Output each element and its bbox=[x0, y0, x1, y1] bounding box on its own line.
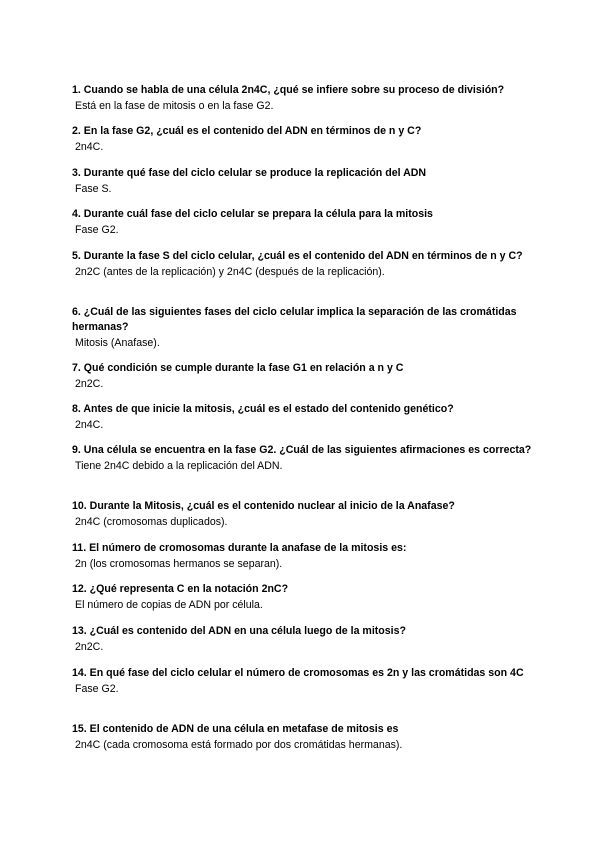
question-text: 7. Qué condición se cumple durante la fase G1 en relación a n y C bbox=[72, 362, 404, 374]
answer-text: 2n (los cromosomas hermanos se separan). bbox=[75, 558, 283, 570]
question-text: 8. Antes de que inicie la mitosis, ¿cuál es el estado del contenido genético? bbox=[72, 403, 454, 415]
question-item-15 bbox=[72, 722, 532, 752]
question-item-6 bbox=[72, 305, 532, 350]
question-item-3 bbox=[72, 166, 532, 196]
question-item-5 bbox=[72, 249, 532, 279]
answer-text: 2n2C. bbox=[75, 641, 104, 653]
question-item-8 bbox=[72, 402, 532, 432]
answer-text: Fase G2. bbox=[75, 683, 119, 695]
question-text: 14. En qué fase del ciclo celular el número de cromosomas es 2n y las cromátidas son 4C bbox=[72, 667, 524, 679]
question-text: 13. ¿Cuál es contenido del ADN en una célula luego de la mitosis? bbox=[72, 625, 406, 637]
question-text: 4. Durante cuál fase del ciclo celular se prepara la célula para la mitosis bbox=[72, 208, 433, 220]
question-item-14 bbox=[72, 666, 532, 696]
question-text: 2. En la fase G2, ¿cuál es el contenido del ADN en términos de n y C? bbox=[72, 125, 422, 137]
answer-text: Está en la fase de mitosis o en la fase G2. bbox=[75, 100, 274, 112]
question-text: 9. Una célula se encuentra en la fase G2. ¿Cuál de las siguientes afirmaciones es correcta? bbox=[72, 444, 532, 456]
question-item-11 bbox=[72, 541, 532, 571]
answer-text: El número de copias de ADN por célula. bbox=[75, 599, 263, 611]
question-item-10 bbox=[72, 499, 532, 529]
question-item-13 bbox=[72, 624, 532, 654]
answer-text: 2n4C. bbox=[75, 141, 104, 153]
question-text: 15. El contenido de ADN de una célula en metafase de mitosis es bbox=[72, 723, 399, 735]
question-item-12 bbox=[72, 582, 532, 612]
question-text: 12. ¿Qué representa C en la notación 2nC? bbox=[72, 583, 289, 595]
question-item-9 bbox=[72, 443, 532, 473]
answer-text: 2n2C. bbox=[75, 378, 104, 390]
answer-text: Fase S. bbox=[75, 183, 112, 195]
answer-text: 2n4C (cromosomas duplicados). bbox=[75, 516, 228, 528]
answer-text: 2n4C. bbox=[75, 419, 104, 431]
question-text: 5. Durante la fase S del ciclo celular, ¿cuál es el contenido del ADN en términos de n y C? bbox=[72, 250, 523, 262]
question-text: 10. Durante la Mitosis, ¿cuál es el contenido nuclear al inicio de la Anafase? bbox=[72, 500, 455, 512]
answer-text: Fase G2. bbox=[75, 224, 119, 236]
answer-text: Tiene 2n4C debido a la replicación del ADN. bbox=[75, 460, 283, 472]
question-item-2 bbox=[72, 124, 532, 154]
question-text: 11. El número de cromosomas durante la anafase de la mitosis es: bbox=[72, 542, 407, 554]
question-item-4 bbox=[72, 207, 532, 237]
answer-text: Mitosis (Anafase). bbox=[75, 337, 160, 349]
answer-text: 2n4C (cada cromosoma está formado por dos cromátidas hermanas). bbox=[75, 739, 403, 751]
question-text: 3. Durante qué fase del ciclo celular se produce la replicación del ADN bbox=[72, 167, 427, 179]
question-item-7 bbox=[72, 361, 532, 391]
question-text: 6. ¿Cuál de las siguientes fases del ciclo celular implica la separación de las cromátidas hermanas? bbox=[72, 306, 517, 333]
answer-text: 2n2C (antes de la replicación) y 2n4C (después de la replicación). bbox=[75, 266, 385, 278]
question-text: 1. Cuando se habla de una célula 2n4C, ¿qué se infiere sobre su proceso de división? bbox=[72, 84, 505, 96]
question-item-1 bbox=[72, 83, 532, 113]
